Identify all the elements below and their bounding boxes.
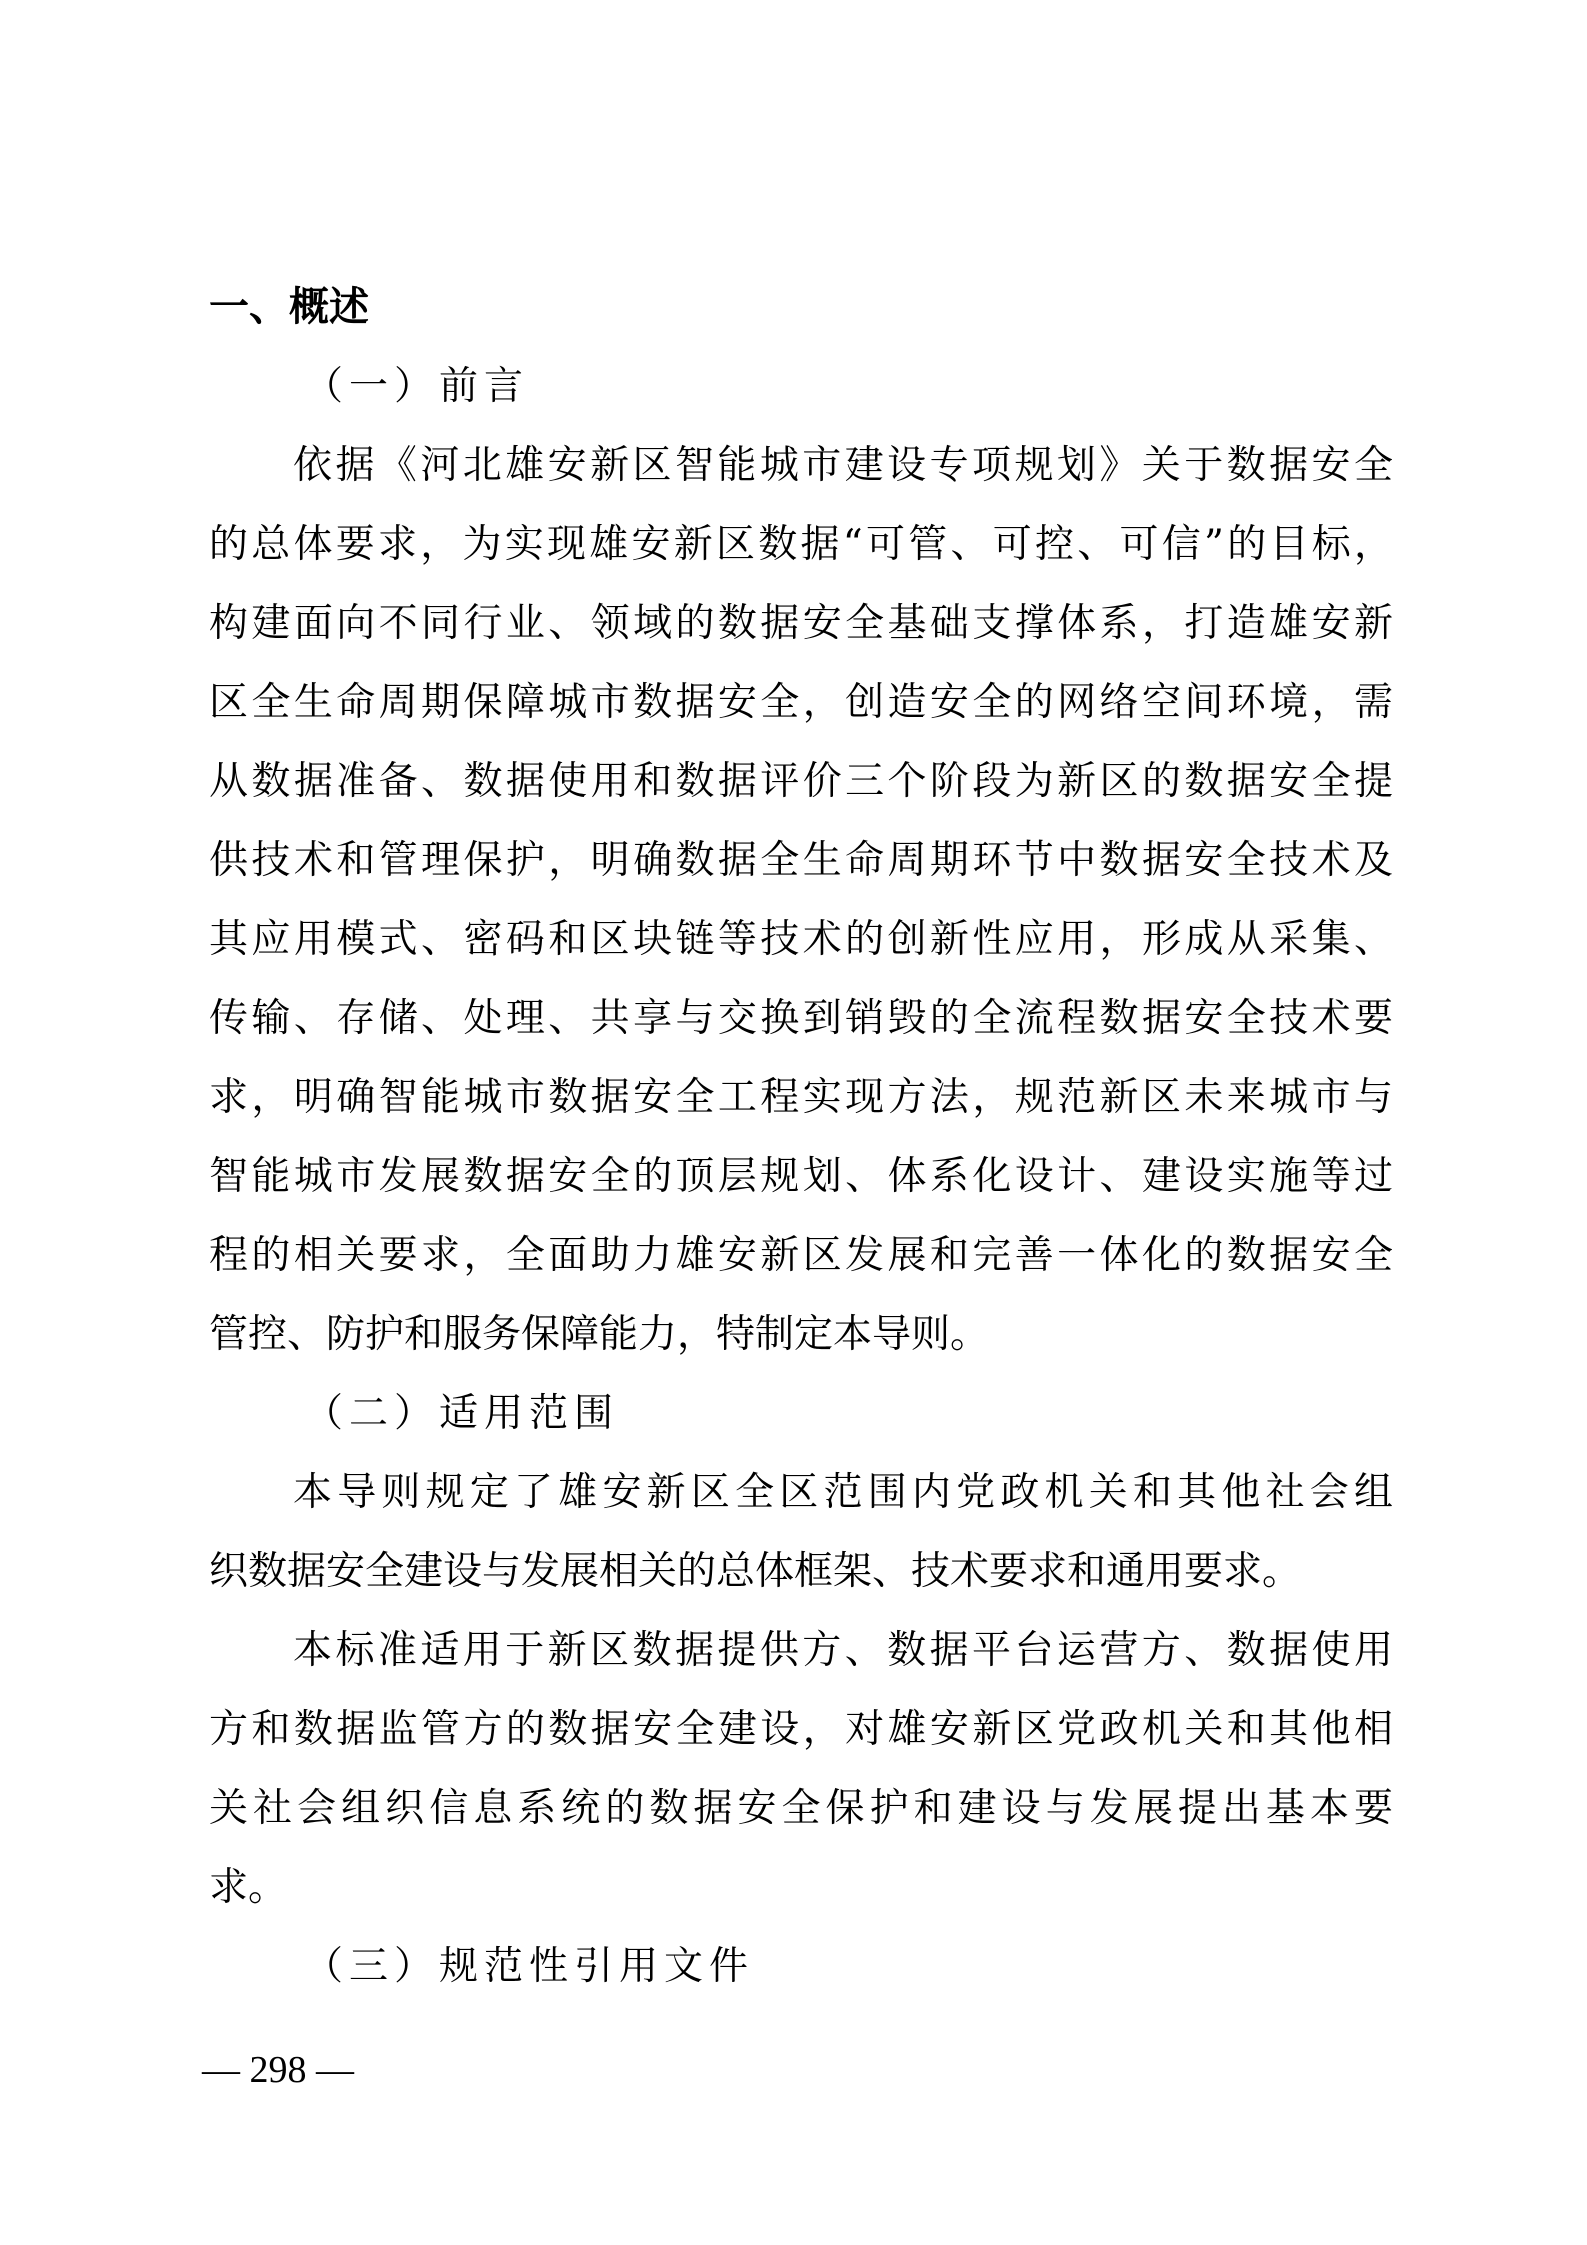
paragraph-line: 程的相关要求，全面助力雄安新区发展和完善一体化的数据安全 xyxy=(209,1233,1393,1278)
subsection-title: （一）前言 xyxy=(304,364,530,409)
subsection-title: （二）适用范围 xyxy=(304,1391,620,1436)
paragraph-line: 区全生命周期保障城市数据安全，创造安全的网络空间环境，需 xyxy=(209,680,1393,725)
paragraph-line: 求。 xyxy=(209,1865,288,1910)
paragraph-line: 关社会组织信息系统的数据安全保护和建设与发展提出基本要 xyxy=(209,1786,1393,1831)
document-body xyxy=(209,268,1393,2006)
paragraph-line: 的总体要求，为实现雄安新区数据“可管、可控、可信”的目标， xyxy=(209,522,1393,567)
paragraph-line: 管控、防护和服务保障能力，特制定本导则。 xyxy=(209,1312,990,1357)
paragraph-line: 求，明确智能城市数据安全工程实现方法，规范新区未来城市与 xyxy=(209,1075,1393,1120)
paragraph-line: 本导则规定了雄安新区全区范围内党政机关和其他社会组 xyxy=(293,1470,1393,1515)
paragraph-line: 传输、存储、处理、共享与交换到销毁的全流程数据安全技术要 xyxy=(209,996,1393,1041)
subsection-title: （三）规范性引用文件 xyxy=(304,1944,755,1989)
paragraph-line: 依据《河北雄安新区智能城市建设专项规划》关于数据安全 xyxy=(293,443,1393,488)
paragraph-line: 其应用模式、密码和区块链等技术的创新性应用，形成从采集、 xyxy=(209,917,1393,962)
paragraph-line: 构建面向不同行业、领域的数据安全基础支撑体系，打造雄安新 xyxy=(209,601,1393,646)
paragraph-line: 智能城市发展数据安全的顶层规划、体系化设计、建设实施等过 xyxy=(209,1154,1393,1199)
paragraph-line: 织数据安全建设与发展相关的总体框架、技术要求和通用要求。 xyxy=(209,1549,1302,1594)
paragraph-line: 供技术和管理保护，明确数据全生命周期环节中数据安全技术及 xyxy=(209,838,1393,883)
paragraph-line: 从数据准备、数据使用和数据评价三个阶段为新区的数据安全提 xyxy=(209,759,1393,804)
paragraph-line: 本标准适用于新区数据提供方、数据平台运营方、数据使用 xyxy=(293,1628,1393,1673)
page-number: — 298 — xyxy=(202,2049,354,2091)
section-heading: 一、概述 xyxy=(209,284,369,330)
paragraph-line: 方和数据监管方的数据安全建设，对雄安新区党政机关和其他相 xyxy=(209,1707,1393,1752)
